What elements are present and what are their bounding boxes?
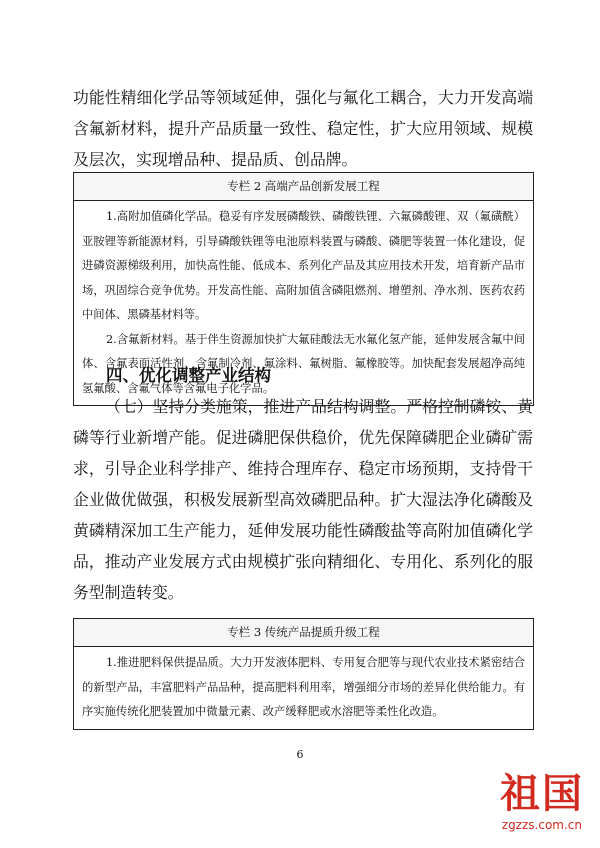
watermark-brand: 祖国 bbox=[500, 771, 584, 817]
intro-paragraph: 功能性精细化学品等领域延伸，强化与氟化工耦合，大力开发高端含氟新材料，提升产品质量一致性、稳定性，扩大应用领域、规模及层次，实现增品种、提品质、创品牌。 bbox=[73, 88, 533, 169]
special-column-3-title: 专栏 3 传统产品提质升级工程 bbox=[74, 619, 533, 647]
special-column-3 bbox=[73, 618, 534, 730]
watermark-url: zgzzs.com.cn bbox=[501, 818, 582, 832]
page-number: 6 bbox=[296, 748, 304, 761]
special-column-2-item-2: 2.含氟新材料。基于伴生资源加快扩大氟硅酸法无水氟化氢产能，延伸发展含氟中间体、含氟表面活性剂、含氟制冷剂、氟涂料、氟树脂、氟橡胶等。加快配套发展超净高纯氢氟酸、含氟气体等含氟电子化学品。 bbox=[82, 332, 525, 395]
special-column-2-item-1: 1.高附加值磷化学品。稳妥有序发展磷酸铁、磷酸铁锂、六氟磷酸锂、双（氟磺酰）亚胺锂等新能源材料，引导磷酸铁锂等电池原料装置与磷酸、磷肥等装置一体化建设，促进磷资源梯级利用，加快高性能、低成本、系列化产品及其应用技术开发，培育新产品市场，巩固综合竞争优势。开发高性能、高附加值含磷阻燃剂、增塑剂、净水剂、医药农药中间体、黑磷基材料等。 bbox=[82, 210, 525, 321]
special-column-3-body bbox=[74, 647, 533, 729]
section-7-paragraph: （七）坚持分类施策，推进产品结构调整。严格控制磷铵、黄磷等行业新增产能。促进磷肥保供稳价，优先保障磷肥企业磷矿需求，引导企业科学排产、维持合理库存、稳定市场预期，支持骨干企业做优做强，积极发展新型高效磷肥品种。扩大湿法净化磷酸及黄磷精深加工生产能力，延伸发展功能性磷酸盐等高附加值磷化学品，推动产业发展方式由规模扩张向精细化、专用化、系列化的服务型制造转变。 bbox=[73, 397, 533, 602]
watermark-logo bbox=[476, 772, 588, 840]
section-4-heading: 四、优化调整产业结构 bbox=[106, 366, 271, 385]
special-column-3-item-1: 1.推进肥料保供提品质。大力开发液体肥料、专用复合肥等与现代农业技术紧密结合的新型产品，丰富肥料产品品种，提高肥料利用率，增强细分市场的差异化供给能力。有序实施传统化肥装置加中微量元素、改产缓释肥或水溶肥等柔性化改造。 bbox=[82, 656, 525, 718]
special-column-2-title: 专栏 2 高端产品创新发展工程 bbox=[74, 173, 533, 201]
